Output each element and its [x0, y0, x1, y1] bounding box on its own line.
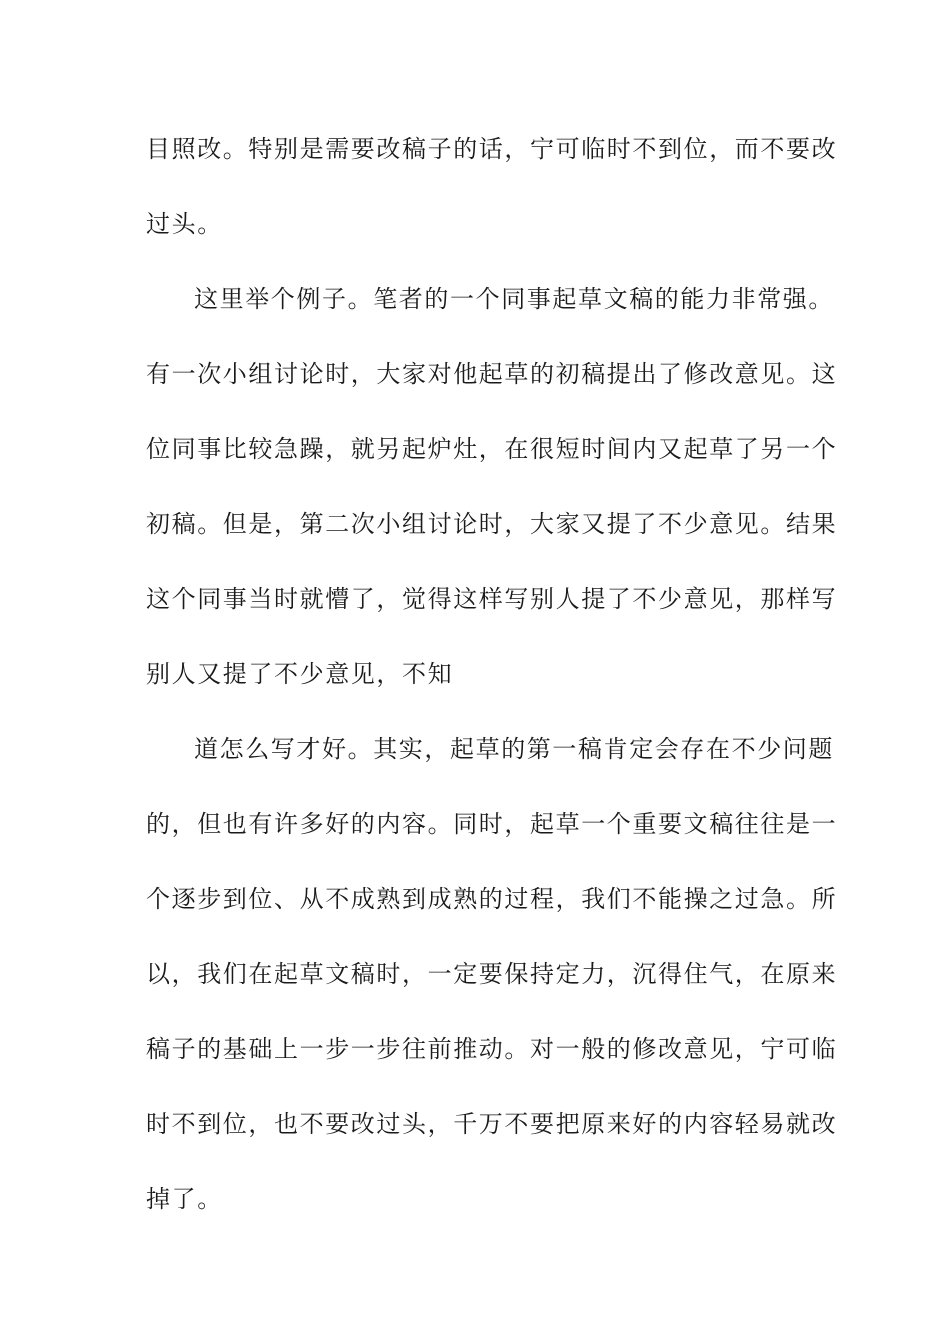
text-line-10: 的，但也有许多好的内容。同时，起草一个重要文稿往往是一	[146, 810, 838, 838]
text-line-5: 位同事比较急躁，就另起炉灶，在很短时间内又起草了另一个	[146, 435, 838, 463]
text-line-11: 个逐步到位、从不成熟到成熟的过程，我们不能操之过急。所	[146, 885, 838, 913]
text-line-15: 掉了。	[146, 1185, 223, 1213]
text-line-8: 别人又提了不少意见，不知	[146, 660, 454, 688]
text-line-12: 以，我们在起草文稿时，一定要保持定力，沉得住气，在原来	[146, 960, 838, 988]
text-line-7: 这个同事当时就懵了，觉得这样写别人提了不少意见，那样写	[146, 585, 838, 613]
text-line-9: 道怎么写才好。其实，起草的第一稿肯定会存在不少问题	[194, 735, 834, 763]
text-line-2: 过头。	[146, 210, 223, 238]
text-line-6: 初稿。但是，第二次小组讨论时，大家又提了不少意见。结果	[146, 510, 838, 538]
text-line-13: 稿子的基础上一步一步往前推动。对一般的修改意见，宁可临	[146, 1035, 838, 1063]
text-line-3: 这里举个例子。笔者的一个同事起草文稿的能力非常强。	[194, 285, 834, 313]
text-line-1: 目照改。特别是需要改稿子的话，宁可临时不到位，而不要改	[146, 135, 838, 163]
text-line-4: 有一次小组讨论时，大家对他起草的初稿提出了修改意见。这	[146, 360, 838, 388]
text-line-14: 时不到位，也不要改过头，千万不要把原来好的内容轻易就改	[146, 1110, 838, 1138]
